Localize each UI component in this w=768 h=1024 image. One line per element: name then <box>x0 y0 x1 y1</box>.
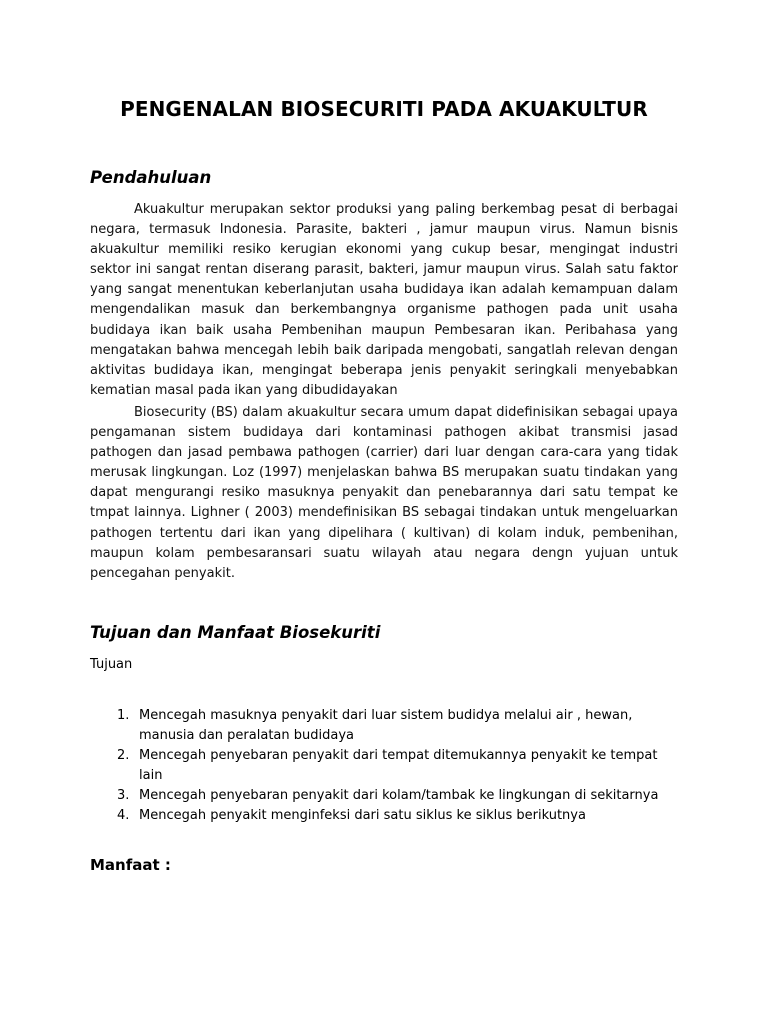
list-item-number: 2. <box>117 747 130 763</box>
list-item-number: 1. <box>117 707 130 723</box>
goals-list <box>90 675 678 827</box>
list-item-text: Mencegah penyebaran penyakit dari tempat ditemukannya penyakit ke tempat lain <box>139 747 658 784</box>
intro-paragraph-2: Biosecurity (BS) dalam akuakultur secara umum dapat didefinisikan sebagai upaya pengamanan sistem budidaya dari kontaminasi pathogen akibat transmisi jasad pathogen dan jasad pembawa pathogen (carrier) dari luar dengan cara-cara yang tidak merusak lingkungan. Loz (1997) menjelaskan bahwa BS merupakan suatu tindakan yang dapat mengurangi resiko masuknya penyakit dan penebarannya dari satu tempat ke tmpat lainnya. Lighner ( 2003) mendefinisikan BS sebagai tindakan untuk mengeluarkan pathogen tertentu dari ikan yang dipelihara ( kultivan) di kolam induk, pembenihan, maupun kolam pembesaransari suatu wilayah atau negara dengn yujuan untuk pencegahan penyakit. <box>90 404 678 581</box>
intro-heading: Pendahuluan <box>90 168 212 187</box>
list-item <box>90 786 678 806</box>
goals-heading: Tujuan dan Manfaat Biosekuriti <box>90 622 381 642</box>
goals-label: Tujuan <box>90 656 133 672</box>
list-item-text: Mencegah masuknya penyakit dari luar sistem budidya melalui air , hewan, manusia dan peralatan budidaya <box>139 707 633 743</box>
document-title: PENGENALAN BIOSECURITI PADA AKUAKULTUR <box>120 97 648 121</box>
list-item-text: Mencegah penyakit menginfeksi dari satu siklus ke siklus berikutnya <box>139 808 586 824</box>
list-item-number: 4. <box>117 808 130 824</box>
list-item <box>90 746 678 786</box>
list-item-number: 3. <box>117 788 130 804</box>
list-item <box>90 806 678 826</box>
benefits-label: Manfaat : <box>90 856 171 875</box>
list-item-text: Mencegah penyebaran penyakit dari kolam/tambak ke lingkungan di sekitarnya <box>139 788 659 804</box>
intro-paragraph-1: Akuakultur merupakan sektor produksi yang paling berkembag pesat di berbagai negara, termasuk Indonesia. Parasite, bakteri , jamur maupun virus. Namun bisnis akuakultur memiliki resiko kerugian ekonomi yang cukup besar, mengingat industri sektor ini sangat rentan diserang parasit, bakteri, jamur maupun virus. Salah satu faktor yang sangat menentukan keberlanjutan usaha budidaya ikan adalah kemampuan dalam mengendalikan masuk dan berkembangnya organisme pathogen pada unit usaha budidaya ikan baik usaha Pembenihan maupun Pembesaran ikan. Peribahasa yang mengatakan bahwa mencegah lebih baik daripada mengobati, sangatlah relevan dengan aktivitas budidaya ikan, mengingat beberapa jenis penyakit seringkali menyebabkan kematian masal pada ikan yang dibudidayakan <box>90 202 678 398</box>
list-item <box>90 706 678 746</box>
